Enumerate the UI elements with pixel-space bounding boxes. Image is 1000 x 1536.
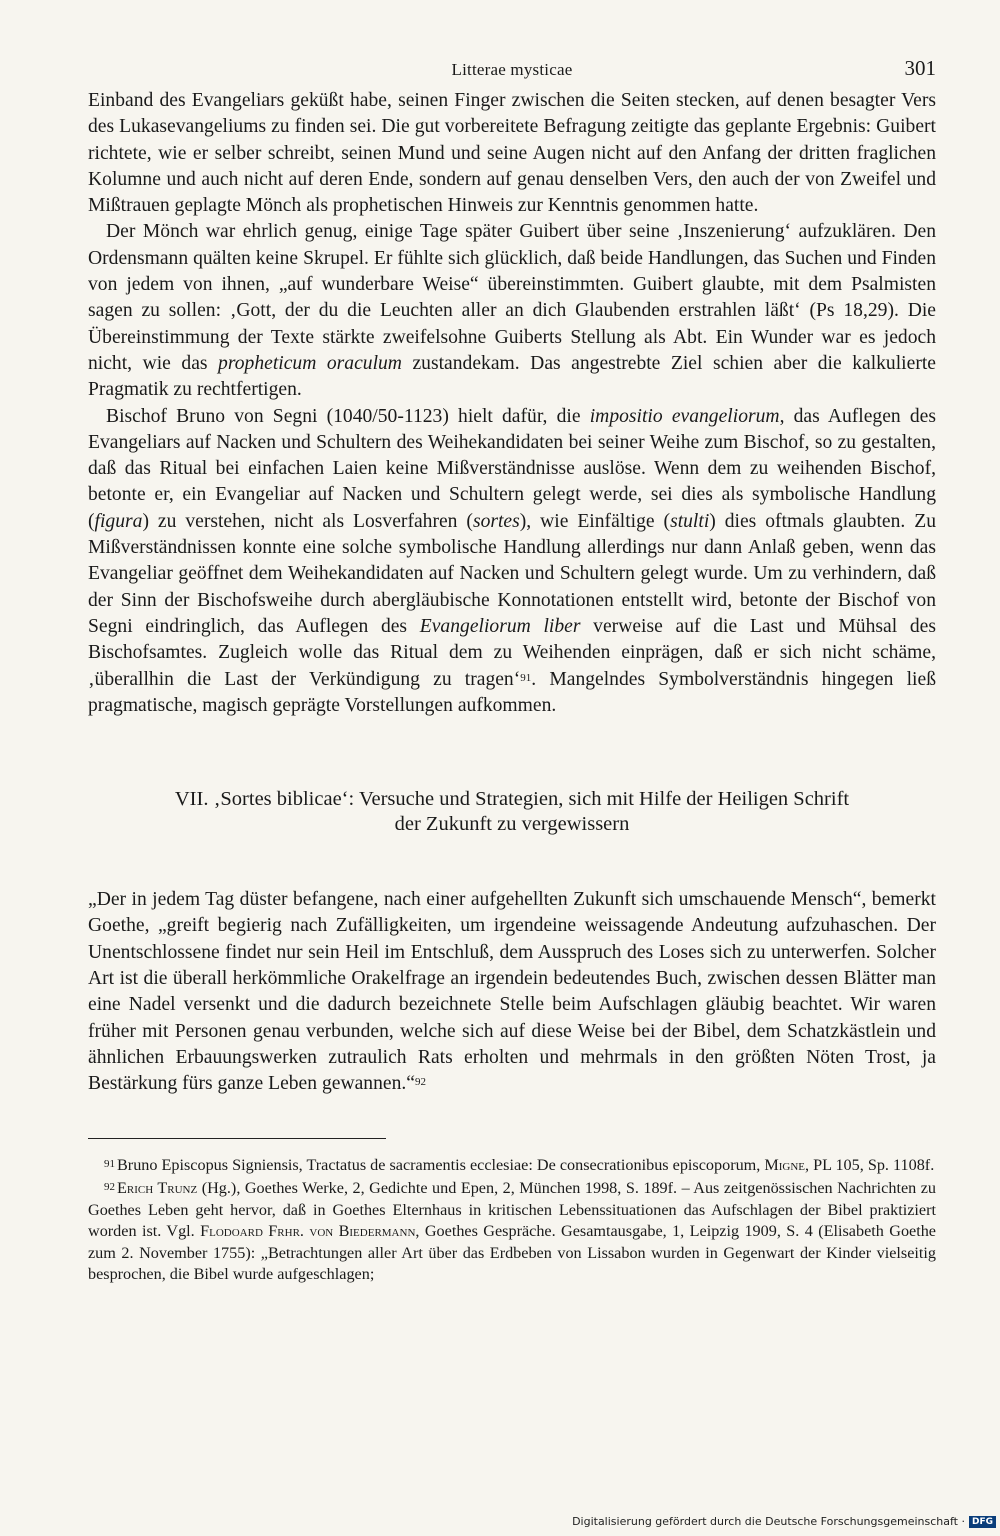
- dfg-logo: DFG: [969, 1516, 996, 1528]
- digitization-footer: [572, 1515, 996, 1528]
- body-text: [88, 88, 936, 719]
- running-title: Litterae mysticae: [451, 60, 573, 79]
- italic-term: sortes: [472, 510, 520, 532]
- italic-term: propheticum oraculum: [218, 352, 402, 374]
- quote-text: „Der in jedem Tag düster befangene, nach einer aufgehellten Zukunft sich umschauende Mensch“, bemerkt Goethe, „greift begierig nach Zufälligkeiten, um irgendeine weissagende Andeutung aufzuhaschen. Der Unentschlossene findet nur sein Heil im Entschluß, dem Ausspruch des Loses sich zu unterwerfen. Solcher Art ist die überall herkömmliche Orakelfrage an irgendein bedeutendes Buch, zwischen dessen Blätter man eine Nadel versenkt und die dadurch bezeichnete Stelle beim Aufschlagen gläubig beachtet. Wir waren früher mit Personen genau verbunden, welche sich auf diese Weise bei der Bibel, dem Schatzkästlein und ähnlichen Erbauungswerken zutraulich Rats erholten und mehrmals in den größten Nöten Trost, ja Bestärkung fürs ganze Leben gewannen.“: [88, 889, 936, 1095]
- page-number: 301: [904, 56, 936, 80]
- italic-term: impositio evangeliorum: [589, 405, 780, 427]
- footnote-ref-92[interactable]: 92: [414, 1076, 426, 1089]
- section-heading-line-2: der Zukunft zu vergewissern: [394, 813, 630, 836]
- footnote-91: $^{91}$ Bruno Episcopus Signiensis, Tractatus de sacramentis ecclesiae: De consecrationibus episcoporum, Migne, PL 105, Sp. 1108f.: [104, 1155, 935, 1174]
- footnote-number: 92: [104, 1181, 115, 1193]
- running-head: [88, 52, 936, 86]
- section-heading-line-1: VII. ‚Sortes biblicae‘: Versuche und Strategien, sich mit Hilfe der Heiligen Schrift: [174, 788, 850, 811]
- italic-term: figura: [94, 510, 143, 532]
- paragraph-continuation: Einband des Evangeliars geküßt habe, seinen Finger zwischen die Seiten stecken, auf denen besagter Vers des Lukasevangeliums zu finden sei. Die gut vorbereitete Befragung zeitigte das geplante Ergebnis: Guibert richtete, wie er selber schreibt, seinen Mund und seine Augen nicht auf den Anfang der dritten fraglichen Kolumne und auch nicht auf deren Ende, sondern auf genau denselben Vers, den auch der von Zweifel und Mißtrauen geplagte Mönch als prophetischen Hinweis zur Kenntnis genommen hatte.: [88, 90, 936, 217]
- footnote-ref-91[interactable]: 91: [520, 671, 532, 684]
- footnote-number: 91: [104, 1157, 115, 1170]
- goethe-quote: [88, 887, 936, 1097]
- footer-credit: Digitalisierung gefördert durch die Deutsche Forschungsgemeinschaft ·: [572, 1515, 965, 1528]
- footnote-divider: [88, 1138, 386, 1139]
- paragraph-monk: Der Mönch war ehrlich genug, einige Tage später Guibert über seine ‚Inszenierung‘ aufzuklären. Den Ordensmann quälten keine Skrupel. Er fühlte sich glücklich, daß beide Handlungen, das Suchen und Finden von jedem von ihnen, „auf wunderbare Weise“ übereinstimmten. Guibert glaubte, mit dem Psalmisten sagen zu sollen: ‚Gott, der du die Leuchten aller an dich Glaubenden erstrahlen läßt‘ (Ps 18,29). Die Übereinstimmung der Texte stärkte zweifelsohne Guiberts Stellung als Abt. Ein Wunder war es jedoch nicht, wie das propheticum oraculum zustandekam. Das angestrebte Ziel schien aber die kalkulierte Pragmatik zu rechtfertigen.: [88, 221, 936, 401]
- paragraph-bruno: Bischof Bruno von Segni (1040/50-1123) hielt dafür, die impositio evangeliorum, das Auflegen des Evangeliars auf Nacken und Schultern des Weihekandidaten bei seiner Weihe zum Bischof, so zu gestalten, daß das Ritual bei einfachen Laien keine Mißverständnisse auslöse. Wenn dem zu weihenden Bischof, betonte er, ein Evangeliar auf Nacken und Schultern gelegt werde, sei dies als symbolische Handlung (figura) zu verstehen, nicht als Losverfahren (sortes), wie Einfältige (stulti) dies oftmals glaubten. Zu Mißverständnissen konnte eine solche symbolische Handlung allerdings nur dann Anlaß geben, wenn das Evangeliar geöffnet dem Weihekandidaten auf Nacken und Schultern gelegt wurde. Um zu verhindern, daß der Sinn der Bischofsweihe durch abergläubische Konnotationen entstellt wird, betonte der Bischof von Segni eindringlich, das Auflegen des Evangeliorum liber verweise auf die Last und Mühsal des Bischofsamtes. Zugleich wolle das Ritual dem zu Weihenden einprägen, daß er sich nicht schäme, ‚überallhin die Last der Verkündigung zu tragen‘$^{91}$. Mangelndes Symbolverständnis hingegen ließ pragmatische, magisch geprägte Vorstellungen aufkommen.: [88, 405, 936, 716]
- italic-term: Evangeliorum liber: [419, 615, 581, 637]
- book-page: [88, 52, 936, 1288]
- footnote-92: $^{92}$ Erich Trunz (Hg.), Goethes Werke, 2, Gedichte und Epen, 2, München 1998, S. 189f. – Aus zeitgenössischen Nachrichten zu Goethes Leben geht hervor, daß in Goethes Elternhaus in kritischen Lebenssituationen das Aufschlagen der Bibel praktiziert worden ist. Vgl. Flodoard Frhr. von Biedermann, Goethes Gespräche. Gesamtausgabe, 1, Leipzig 1909, S. 4 (Elisabeth Goethe zum 2. November 1755): „Betrachtungen aller Art über das Erdbeben von Lissabon wurden in Gegenwart der Kinder vielseitig besprochen, die Bibel wurde aufgeschlagen;: [88, 1179, 937, 1283]
- italic-term: stulti: [670, 510, 710, 532]
- footnotes: [88, 1155, 936, 1286]
- section-heading: [88, 787, 936, 837]
